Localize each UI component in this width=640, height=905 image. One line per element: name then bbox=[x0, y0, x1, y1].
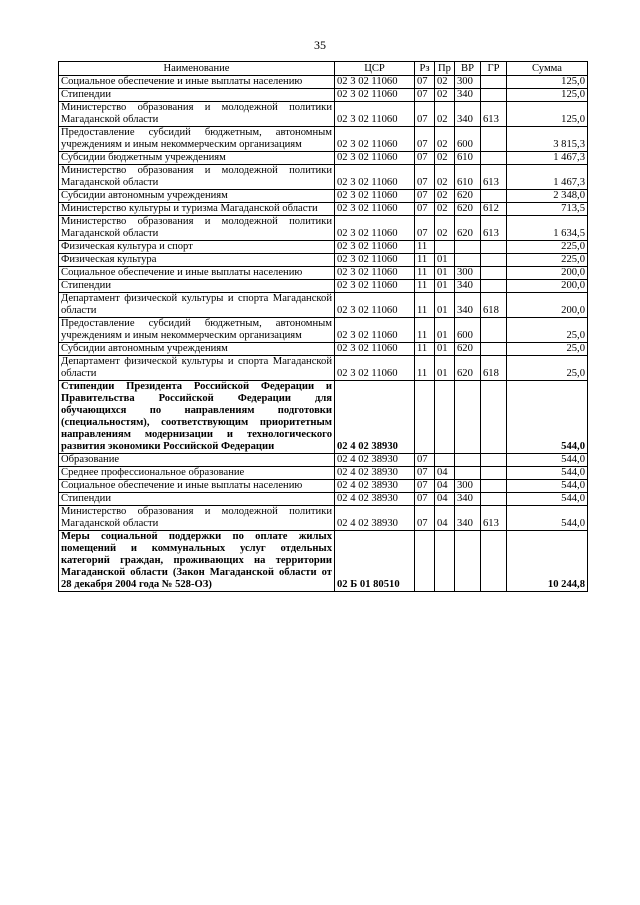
table-row bbox=[59, 318, 588, 343]
cell-pr: 02 bbox=[435, 203, 455, 216]
table-row bbox=[59, 102, 588, 127]
cell-gr: 612 bbox=[481, 203, 507, 216]
cell-gr bbox=[481, 318, 507, 343]
cell-csr: 02 3 02 11060 bbox=[335, 318, 415, 343]
cell-gr bbox=[481, 127, 507, 152]
cell-csr: 02 3 02 11060 bbox=[335, 89, 415, 102]
table-row bbox=[59, 381, 588, 454]
cell-pr: 02 bbox=[435, 89, 455, 102]
cell-pr: 01 bbox=[435, 356, 455, 381]
cell-sum: 2 348,0 bbox=[507, 190, 588, 203]
cell-gr bbox=[481, 280, 507, 293]
table-row bbox=[59, 454, 588, 467]
cell-csr: 02 3 02 11060 bbox=[335, 356, 415, 381]
cell-sum: 1 467,3 bbox=[507, 152, 588, 165]
cell-sum: 544,0 bbox=[507, 506, 588, 531]
cell-csr: 02 4 02 38930 bbox=[335, 493, 415, 506]
cell-pr: 02 bbox=[435, 127, 455, 152]
cell-vr: 340 bbox=[455, 102, 481, 127]
cell-csr: 02 3 02 11060 bbox=[335, 190, 415, 203]
cell-vr: 600 bbox=[455, 127, 481, 152]
cell-rz: 11 bbox=[415, 241, 435, 254]
cell-gr bbox=[481, 267, 507, 280]
cell-csr: 02 3 02 11060 bbox=[335, 241, 415, 254]
cell-rz: 07 bbox=[415, 506, 435, 531]
cell-pr: 02 bbox=[435, 216, 455, 241]
cell-rz: 11 bbox=[415, 293, 435, 318]
cell-rz bbox=[415, 381, 435, 454]
cell-sum: 25,0 bbox=[507, 356, 588, 381]
cell-pr: 04 bbox=[435, 467, 455, 480]
cell-vr: 610 bbox=[455, 152, 481, 165]
budget-table bbox=[58, 61, 588, 592]
table-row bbox=[59, 267, 588, 280]
cell-vr bbox=[455, 254, 481, 267]
cell-vr: 620 bbox=[455, 356, 481, 381]
cell-pr: 04 bbox=[435, 506, 455, 531]
cell-vr bbox=[455, 454, 481, 467]
cell-rz: 07 bbox=[415, 89, 435, 102]
cell-sum: 544,0 bbox=[507, 480, 588, 493]
cell-gr bbox=[481, 343, 507, 356]
cell-vr: 610 bbox=[455, 165, 481, 190]
cell-vr: 340 bbox=[455, 89, 481, 102]
cell-vr: 620 bbox=[455, 203, 481, 216]
cell-pr bbox=[435, 241, 455, 254]
cell-csr: 02 3 02 11060 bbox=[335, 343, 415, 356]
table-row bbox=[59, 89, 588, 102]
cell-sum: 200,0 bbox=[507, 293, 588, 318]
cell-sum: 125,0 bbox=[507, 89, 588, 102]
cell-csr: 02 3 02 11060 bbox=[335, 216, 415, 241]
cell-pr: 01 bbox=[435, 293, 455, 318]
cell-name: Среднее профессиональное образование bbox=[59, 467, 335, 480]
cell-gr bbox=[481, 531, 507, 592]
cell-gr: 613 bbox=[481, 102, 507, 127]
cell-name: Меры социальной поддержки по оплате жилых помещений и коммунальных услуг отдельных категорий граждан, проживающих на территории Магаданской области (Закон Магаданской области от 28 декабря 2004 года № 528-ОЗ) bbox=[59, 531, 335, 592]
cell-vr: 340 bbox=[455, 280, 481, 293]
cell-name: Стипендии Президента Российской Федерации и Правительства Российской Федерации для обучающихся по направлениям подготовки (специальностям), соответствующим приоритетным направлениям модернизации и технологического развития экономики Российской Федерации bbox=[59, 381, 335, 454]
cell-gr: 618 bbox=[481, 293, 507, 318]
cell-pr: 02 bbox=[435, 190, 455, 203]
cell-rz: 11 bbox=[415, 318, 435, 343]
cell-rz: 07 bbox=[415, 165, 435, 190]
table-row bbox=[59, 467, 588, 480]
cell-csr: 02 3 02 11060 bbox=[335, 267, 415, 280]
cell-name: Социальное обеспечение и иные выплаты населению bbox=[59, 267, 335, 280]
cell-gr: 618 bbox=[481, 356, 507, 381]
cell-gr bbox=[481, 480, 507, 493]
cell-pr: 04 bbox=[435, 493, 455, 506]
table-row bbox=[59, 127, 588, 152]
cell-gr: 613 bbox=[481, 165, 507, 190]
cell-name: Стипендии bbox=[59, 280, 335, 293]
table-header-row bbox=[59, 62, 588, 76]
cell-sum: 25,0 bbox=[507, 343, 588, 356]
cell-pr bbox=[435, 454, 455, 467]
cell-sum: 544,0 bbox=[507, 454, 588, 467]
cell-sum: 225,0 bbox=[507, 241, 588, 254]
table-row bbox=[59, 506, 588, 531]
cell-sum: 25,0 bbox=[507, 318, 588, 343]
table-row bbox=[59, 480, 588, 493]
cell-vr: 300 bbox=[455, 76, 481, 89]
cell-rz: 07 bbox=[415, 203, 435, 216]
cell-rz: 11 bbox=[415, 254, 435, 267]
cell-sum: 3 815,3 bbox=[507, 127, 588, 152]
header-vr: ВР bbox=[455, 62, 481, 76]
cell-csr: 02 4 02 38930 bbox=[335, 381, 415, 454]
cell-csr: 02 4 02 38930 bbox=[335, 454, 415, 467]
cell-sum: 1 634,5 bbox=[507, 216, 588, 241]
cell-pr: 02 bbox=[435, 165, 455, 190]
header-sum: Сумма bbox=[507, 62, 588, 76]
header-pr: Пр bbox=[435, 62, 455, 76]
cell-pr: 01 bbox=[435, 267, 455, 280]
cell-pr: 01 bbox=[435, 254, 455, 267]
cell-name: Физическая культура и спорт bbox=[59, 241, 335, 254]
cell-sum: 225,0 bbox=[507, 254, 588, 267]
cell-gr bbox=[481, 89, 507, 102]
cell-csr: 02 3 02 11060 bbox=[335, 254, 415, 267]
cell-rz: 07 bbox=[415, 102, 435, 127]
cell-vr: 600 bbox=[455, 318, 481, 343]
table-row bbox=[59, 76, 588, 89]
header-csr: ЦСР bbox=[335, 62, 415, 76]
cell-name: Субсидии автономным учреждениям bbox=[59, 343, 335, 356]
cell-vr bbox=[455, 531, 481, 592]
header-gr: ГР bbox=[481, 62, 507, 76]
table-row bbox=[59, 493, 588, 506]
cell-vr: 340 bbox=[455, 293, 481, 318]
cell-sum: 200,0 bbox=[507, 267, 588, 280]
table-row bbox=[59, 343, 588, 356]
cell-name: Стипендии bbox=[59, 89, 335, 102]
cell-name: Министерство образования и молодежной политики Магаданской области bbox=[59, 165, 335, 190]
cell-name: Министерство культуры и туризма Магаданской области bbox=[59, 203, 335, 216]
cell-name: Предоставление субсидий бюджетным, автономным учреждениям и иным некоммерческим организациям bbox=[59, 318, 335, 343]
cell-gr: 613 bbox=[481, 216, 507, 241]
cell-rz: 07 bbox=[415, 190, 435, 203]
cell-rz: 07 bbox=[415, 76, 435, 89]
cell-name: Образование bbox=[59, 454, 335, 467]
cell-pr: 01 bbox=[435, 280, 455, 293]
cell-rz: 11 bbox=[415, 356, 435, 381]
header-name: Наименование bbox=[59, 62, 335, 76]
cell-sum: 10 244,8 bbox=[507, 531, 588, 592]
table-row bbox=[59, 203, 588, 216]
cell-rz: 07 bbox=[415, 467, 435, 480]
cell-pr: 02 bbox=[435, 76, 455, 89]
cell-rz: 07 bbox=[415, 493, 435, 506]
cell-gr bbox=[481, 76, 507, 89]
cell-rz: 07 bbox=[415, 127, 435, 152]
cell-name: Министерство образования и молодежной политики Магаданской области bbox=[59, 506, 335, 531]
table-row bbox=[59, 280, 588, 293]
cell-gr bbox=[481, 467, 507, 480]
cell-gr bbox=[481, 190, 507, 203]
cell-gr bbox=[481, 241, 507, 254]
cell-csr: 02 3 02 11060 bbox=[335, 76, 415, 89]
cell-vr bbox=[455, 467, 481, 480]
cell-name: Социальное обеспечение и иные выплаты населению bbox=[59, 480, 335, 493]
cell-csr: 02 3 02 11060 bbox=[335, 293, 415, 318]
cell-name: Социальное обеспечение и иные выплаты населению bbox=[59, 76, 335, 89]
cell-gr bbox=[481, 493, 507, 506]
cell-pr bbox=[435, 531, 455, 592]
cell-csr: 02 3 02 11060 bbox=[335, 127, 415, 152]
cell-pr: 02 bbox=[435, 152, 455, 165]
cell-pr: 01 bbox=[435, 343, 455, 356]
table-row bbox=[59, 152, 588, 165]
cell-sum: 713,5 bbox=[507, 203, 588, 216]
cell-csr: 02 3 02 11060 bbox=[335, 203, 415, 216]
cell-gr: 613 bbox=[481, 506, 507, 531]
cell-csr: 02 4 02 38930 bbox=[335, 480, 415, 493]
cell-vr: 340 bbox=[455, 493, 481, 506]
table-row bbox=[59, 293, 588, 318]
cell-rz: 11 bbox=[415, 343, 435, 356]
table-row bbox=[59, 165, 588, 190]
cell-sum: 125,0 bbox=[507, 76, 588, 89]
table-row bbox=[59, 531, 588, 592]
cell-vr bbox=[455, 241, 481, 254]
cell-rz: 07 bbox=[415, 454, 435, 467]
cell-rz bbox=[415, 531, 435, 592]
cell-pr: 04 bbox=[435, 480, 455, 493]
cell-csr: 02 3 02 11060 bbox=[335, 152, 415, 165]
cell-csr: 02 3 02 11060 bbox=[335, 102, 415, 127]
cell-name: Субсидии автономным учреждениям bbox=[59, 190, 335, 203]
cell-pr: 02 bbox=[435, 102, 455, 127]
cell-csr: 02 3 02 11060 bbox=[335, 165, 415, 190]
cell-csr: 02 Б 01 80510 bbox=[335, 531, 415, 592]
cell-vr: 300 bbox=[455, 480, 481, 493]
table-row bbox=[59, 216, 588, 241]
cell-sum: 544,0 bbox=[507, 381, 588, 454]
cell-rz: 07 bbox=[415, 216, 435, 241]
cell-vr: 340 bbox=[455, 506, 481, 531]
cell-name: Департамент физической культуры и спорта Магаданской области bbox=[59, 356, 335, 381]
header-rz: Рз bbox=[415, 62, 435, 76]
cell-gr bbox=[481, 152, 507, 165]
cell-vr: 620 bbox=[455, 190, 481, 203]
cell-vr bbox=[455, 381, 481, 454]
cell-vr: 300 bbox=[455, 267, 481, 280]
cell-csr: 02 3 02 11060 bbox=[335, 280, 415, 293]
cell-sum: 200,0 bbox=[507, 280, 588, 293]
cell-sum: 125,0 bbox=[507, 102, 588, 127]
cell-name: Физическая культура bbox=[59, 254, 335, 267]
cell-gr bbox=[481, 381, 507, 454]
cell-pr bbox=[435, 381, 455, 454]
cell-sum: 544,0 bbox=[507, 467, 588, 480]
cell-rz: 07 bbox=[415, 480, 435, 493]
table-row bbox=[59, 254, 588, 267]
cell-rz: 07 bbox=[415, 152, 435, 165]
cell-pr: 01 bbox=[435, 318, 455, 343]
cell-gr bbox=[481, 254, 507, 267]
cell-gr bbox=[481, 454, 507, 467]
cell-name: Предоставление субсидий бюджетным, автономным учреждениям и иным некоммерческим организациям bbox=[59, 127, 335, 152]
cell-name: Субсидии бюджетным учреждениям bbox=[59, 152, 335, 165]
cell-sum: 1 467,3 bbox=[507, 165, 588, 190]
cell-name: Департамент физической культуры и спорта Магаданской области bbox=[59, 293, 335, 318]
table-row bbox=[59, 356, 588, 381]
cell-csr: 02 4 02 38930 bbox=[335, 467, 415, 480]
cell-rz: 11 bbox=[415, 267, 435, 280]
cell-sum: 544,0 bbox=[507, 493, 588, 506]
table-row bbox=[59, 241, 588, 254]
cell-vr: 620 bbox=[455, 216, 481, 241]
cell-name: Министерство образования и молодежной политики Магаданской области bbox=[59, 102, 335, 127]
cell-csr: 02 4 02 38930 bbox=[335, 506, 415, 531]
cell-name: Стипендии bbox=[59, 493, 335, 506]
cell-vr: 620 bbox=[455, 343, 481, 356]
cell-rz: 11 bbox=[415, 280, 435, 293]
table-row bbox=[59, 190, 588, 203]
page-number: 35 bbox=[314, 38, 326, 52]
cell-name: Министерство образования и молодежной политики Магаданской области bbox=[59, 216, 335, 241]
